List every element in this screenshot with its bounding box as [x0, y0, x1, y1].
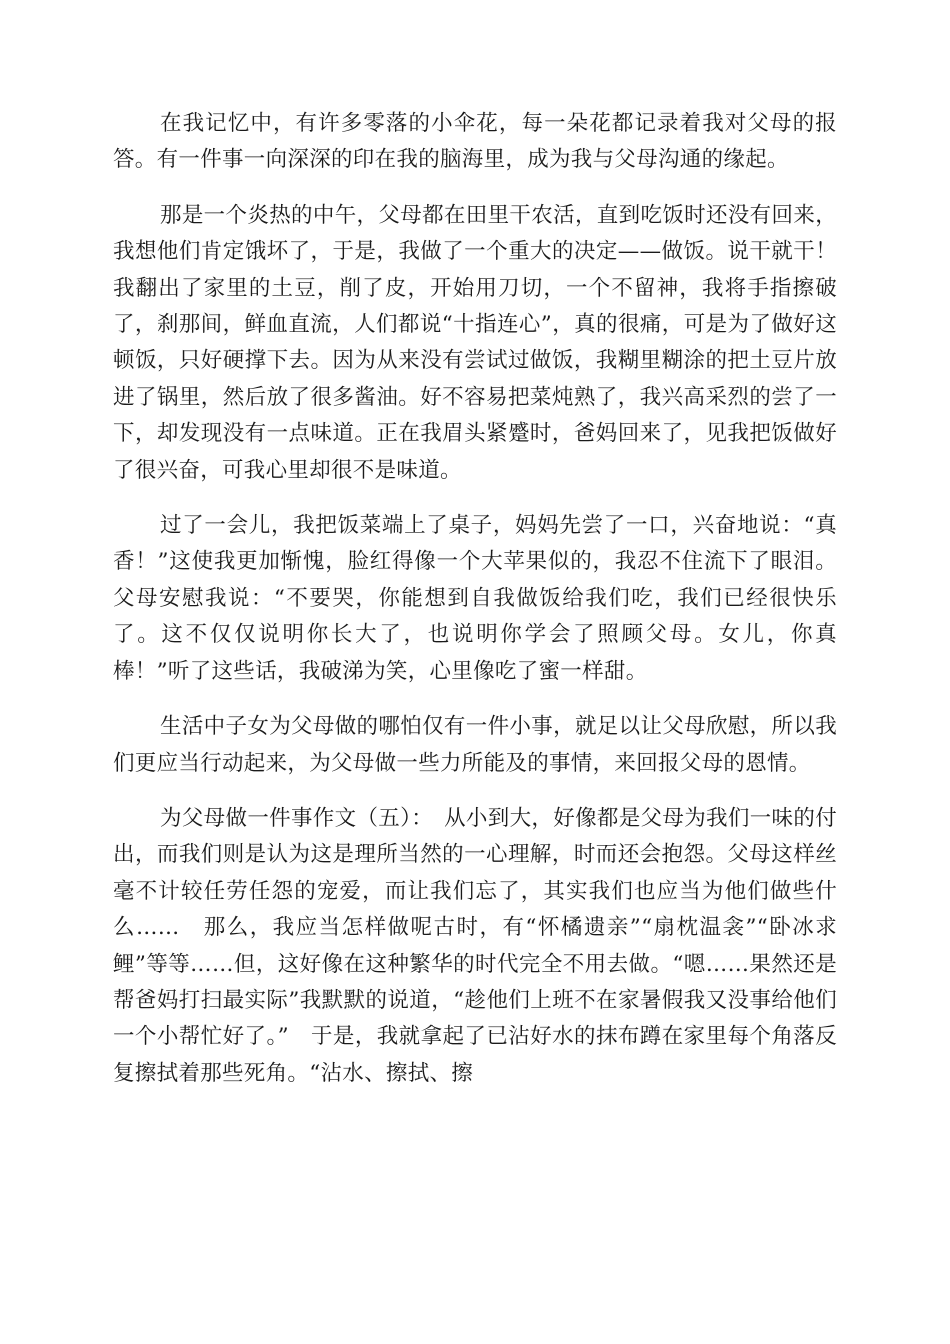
document-page	[113, 106, 837, 1111]
paragraph-parents-comfort: 过了一会儿，我把饭菜端上了桌子，妈妈先尝了一口，兴奋地说：“真香！”这使我更加惭愧，脸红得像一个大苹果似的，我忍不住流下了眼泪。父母安慰我说：“不要哭，你能想到自我做饭给我们吃，我们已经很快乐了。这不仅仅说明你长大了，也说明你学会了照顾父母。女儿，你真棒！”听了这些话，我破涕为笑，心里像吃了蜜一样甜。	[113, 513, 837, 684]
paragraph-conclusion: 生活中子女为父母做的哪怕仅有一件小事，就足以让父母欣慰，所以我们更应当行动起来，为父母做一些力所能及的事情，来回报父母的恩情。	[113, 714, 837, 776]
paragraph-essay-five: 为父母做一件事作文（五）： 从小到大，好像都是父母为我们一味的付出，而我们则是认为这是理所当然的一心理解，时而还会抱怨。父母这样丝毫不计较任劳任怨的宠爱，而让我们忘了，其实我们也应当为他们做些什么…… 那么，我应当怎样做呢古时，有“怀橘遗亲”“扇枕温衾”“卧冰求鲤”等等……但，这好像在这种繁华的时代完全不用去做。“嗯……果然还是帮爸妈打扫最实际”我默默的说道，“趁他们上班不在家暑假我又没事给他们一个小帮忙好了。” 于是，我就拿起了已沾好水的抹布蹲在家里每个角落反复擦拭着那些死角。“沾水、擦拭、擦	[113, 805, 837, 1086]
paragraph-memory-intro: 在我记忆中，有许多零落的小伞花，每一朵花都记录着我对父母的报答。有一件事一向深深的印在我的脑海里，成为我与父母沟通的缘起。	[113, 111, 837, 173]
paragraph-cooking-story: 那是一个炎热的中午，父母都在田里干农活，直到吃饭时还没有回来，我想他们肯定饿坏了，于是，我做了一个重大的决定——做饭。说干就干！我翻出了家里的土豆，削了皮，开始用刀切，一个不留神，我将手指擦破了，刹那间，鲜血直流，人们都说“十指连心”，真的很痛，可是为了做好这顿饭，只好硬撑下去。因为从来没有尝试过做饭，我糊里糊涂的把土豆片放进了锅里，然后放了很多酱油。好不容易把菜炖熟了，我兴高采烈的尝了一下，却发现没有一点味道。正在我眉头紧蹙时，爸妈回来了，见我把饭做好了很兴奋，可我心里却很不是味道。	[113, 202, 837, 483]
